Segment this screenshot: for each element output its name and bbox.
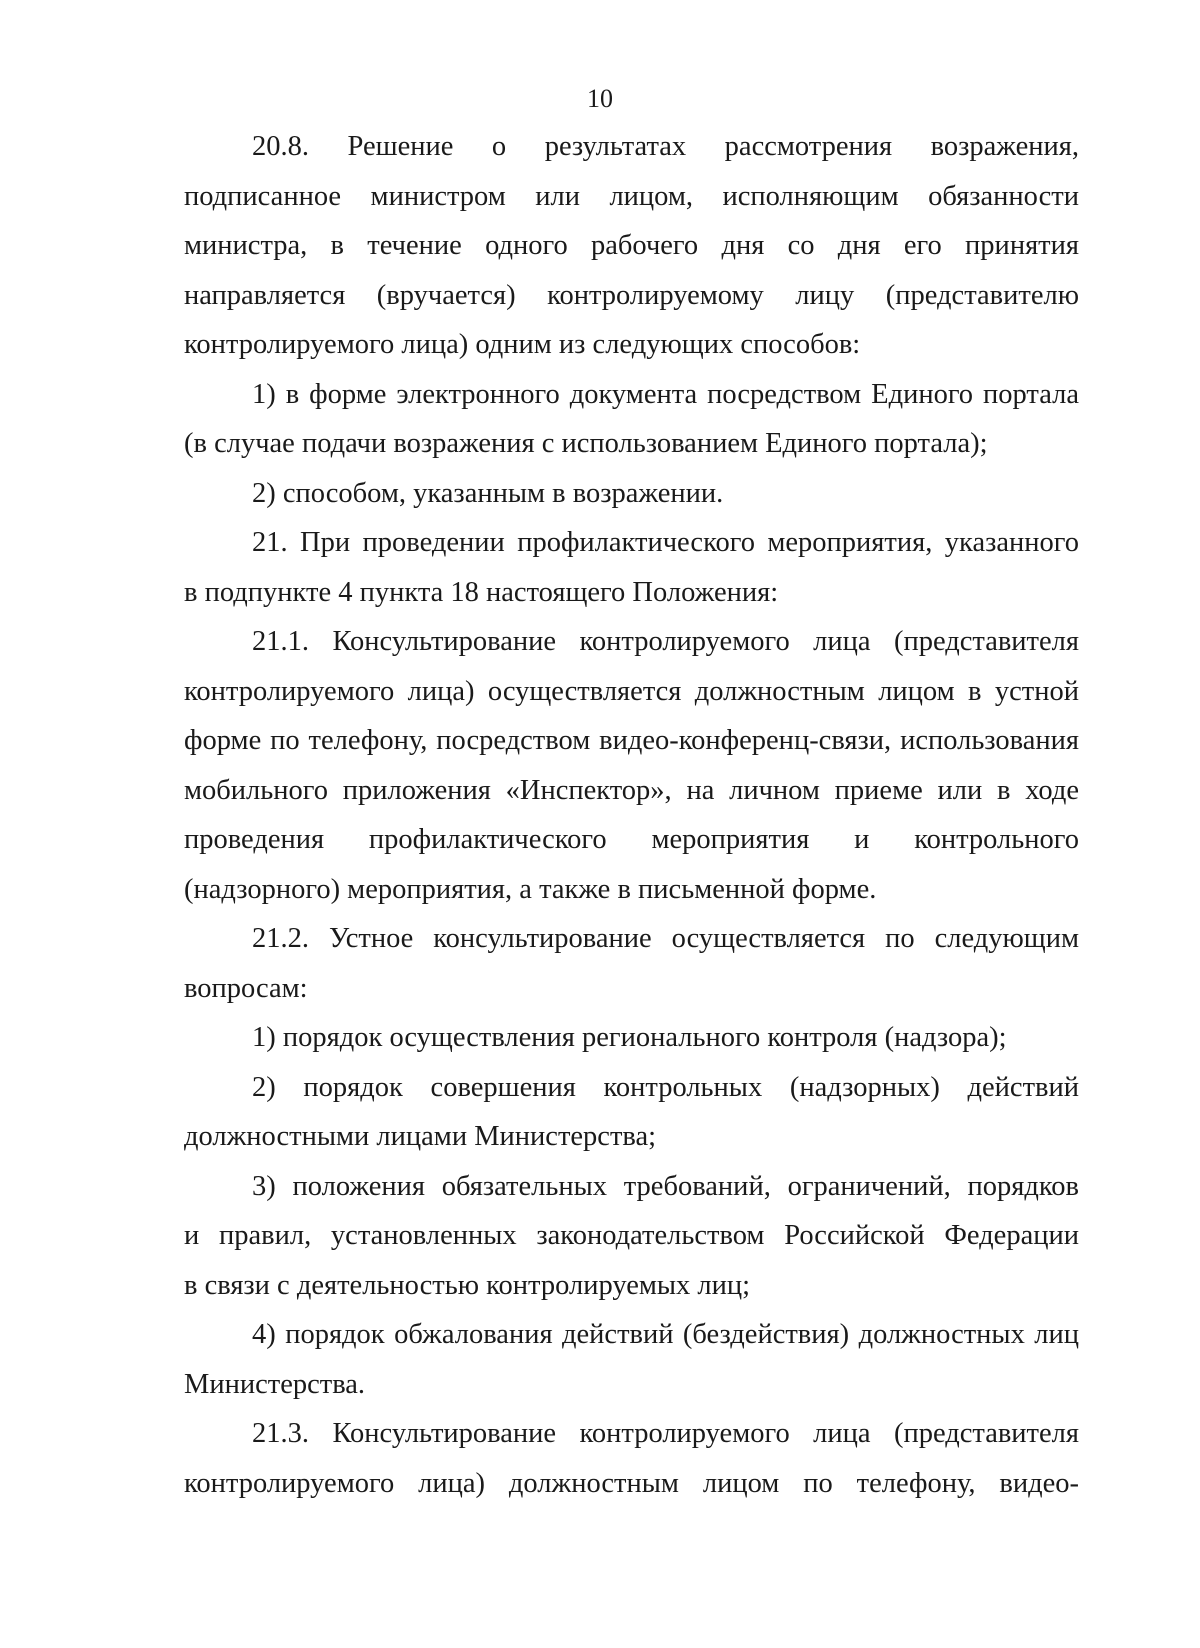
text-line: контролируемого лица) осуществляется должностным лицом в устной [184,675,1079,707]
text-line: 21.2. Устное консультирование осуществляется по следующим [252,923,1079,954]
text-line: 1) порядок осуществления регионального контроля (надзора); [252,1022,1007,1053]
paragraph-21-2-item-3 [184,1162,1079,1311]
text-line: (в случае подачи возражения с использованием Единого портала); [184,428,988,459]
paragraph-item-2 [184,469,1079,519]
paragraph-21-2-item-2 [184,1063,1079,1162]
text-line: 2) способом, указанным в возражении. [252,477,724,509]
text-line: 21.1. Консультирование контролируемого лица (представителя [252,626,1079,657]
paragraph-21-3 [184,1409,1079,1508]
paragraph-20-8 [184,122,1079,370]
text-line: 20.8. Решение о результатах рассмотрения возражения, [252,131,1079,162]
paragraph-21-2 [184,914,1079,1013]
text-line: 3) положения обязательных требований, ограничений, порядков [252,1170,1079,1202]
text-line: и правил, установленных законодательством Российской Федерации [184,1220,1079,1251]
text-line: направляется (вручается) контролируемому лицу (представителю [184,279,1079,311]
text-line: Министерства. [184,1368,366,1400]
text-line: 4) порядок обжалования действий (бездействия) должностных лиц [252,1319,1079,1350]
text-line: министра, в течение одного рабочего дня со дня его принятия [184,230,1079,261]
text-line: вопросам: [184,972,308,1004]
text-line: 21. При проведении профилактического мероприятия, указанного [252,527,1079,558]
document-body [184,122,1079,1508]
text-line: 2) порядок совершения контрольных (надзорных) действий [252,1071,1079,1103]
text-line: контролируемого лица) одним из следующих способов: [184,329,861,360]
text-line: проведения профилактического мероприятия и контрольного [184,824,1079,855]
text-line: 21.3. Консультирование контролируемого лица (представителя [252,1418,1079,1449]
text-line: мобильного приложения «Инспектор», на личном приеме или в ходе [184,774,1079,806]
paragraph-item-1 [184,370,1079,469]
text-line: форме по телефону, посредством видео-конференц-связи, использования [184,725,1079,756]
text-line: в связи с деятельностью контролируемых лиц; [184,1269,751,1301]
text-line: 1) в форме электронного документа посредством Единого портала [252,378,1079,410]
paragraph-21-2-item-4 [184,1310,1079,1409]
paragraph-21-1 [184,617,1079,914]
page-number: 10 [587,84,613,113]
paragraph-21-2-item-1 [184,1013,1079,1063]
text-line: в подпункте 4 пункта 18 настоящего Положения: [184,576,779,608]
text-line: подписанное министром или лицом, исполняющим обязанности [184,180,1079,212]
text-line: контролируемого лица) должностным лицом по телефону, видео- [184,1467,1079,1499]
text-line: (надзорного) мероприятия, а также в письменной форме. [184,873,877,905]
text-line: должностными лицами Министерства; [184,1121,657,1152]
paragraph-21 [184,518,1079,617]
